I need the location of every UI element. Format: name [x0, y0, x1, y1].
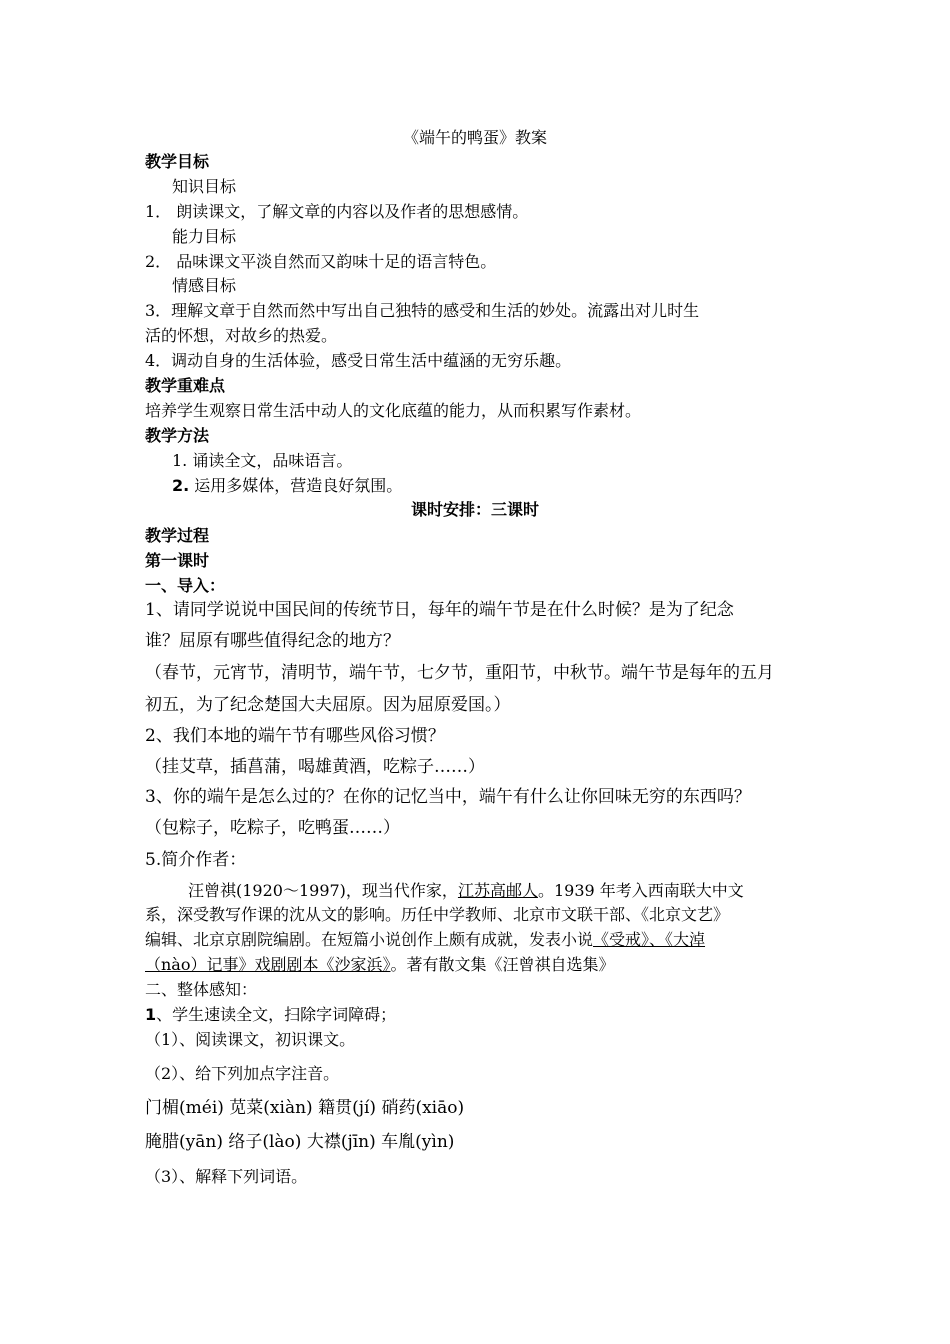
question-1-line-2: 谁？屈原有哪些值得纪念的地方？ — [145, 631, 400, 651]
schedule-heading: 课时安排：三课时 — [410, 500, 539, 519]
heading-teaching-process: 教学过程 — [145, 526, 210, 545]
sub-task-1: （1）、阅读课文，初识课文。 — [145, 1030, 356, 1049]
heading-introduction: 一、导入： — [145, 576, 226, 595]
answer-2: （挂艾草，插菖蒲，喝雄黄酒，吃粽子……） — [145, 757, 485, 777]
question-1-line-1: 1、请同学说说中国民间的传统节日，每年的端午节是在什么时候？是为了纪念 — [145, 600, 734, 620]
author-line-4 — [145, 955, 615, 975]
goal-item-3-line-1: 3．理解文章于自然而然中写出自己独特的感受和生活的妙处。流露出对儿时生 — [145, 301, 700, 320]
goal-item-4: 4．调动自身的生活体验，感受日常生活中蕴涵的无穷乐趣。 — [145, 351, 572, 370]
pinyin-line-2: 腌腊(yān) 络子(lào) 大襟(jīn) 车胤(yìn) — [145, 1132, 455, 1152]
author-works-part-2: （nào）记事》戏剧剧本《沙家浜》 — [145, 955, 391, 974]
goal-item-1: 1． 朗读课文，了解文章的内容以及作者的思想感情。 — [145, 202, 529, 221]
label-emotion-goals: 情感目标 — [172, 276, 237, 295]
label-knowledge-goals: 知识目标 — [172, 177, 237, 196]
key-points-text: 培养学生观察日常生活中动人的文化底蕴的能力，从而积累写作素材。 — [145, 401, 642, 420]
author-heading: 5.简介作者： — [145, 850, 247, 870]
answer-3: （包粽子，吃粽子，吃鸭蛋……） — [145, 818, 400, 838]
method-item-2-number: 2. — [172, 476, 190, 495]
author-line-1-start: 汪曾祺(1920～1997)，现当代作家， — [188, 881, 458, 900]
goal-item-2: 2． 品味课文平淡自然而又韵味十足的语言特色。 — [145, 252, 497, 271]
author-line-2: 系，深受教写作课的沈从文的影响。历任中学教师、北京市文联干部、《北京文艺》 — [145, 905, 730, 924]
method-item-2 — [172, 476, 402, 496]
document-title: 《端午的鸭蛋》教案 — [402, 128, 547, 147]
heading-teaching-methods: 教学方法 — [145, 426, 210, 445]
heading-lesson-1: 第一课时 — [145, 551, 210, 570]
reading-task-text: 、学生速读全文，扫除字词障碍； — [156, 1005, 397, 1024]
heading-key-points: 教学重难点 — [145, 376, 226, 395]
author-works-part-1: 《受戒》、《大淖 — [593, 930, 706, 949]
author-line-1 — [188, 881, 744, 901]
heading-teaching-goals: 教学目标 — [145, 152, 210, 171]
method-item-2-text: 运用多媒体，营造良好氛围。 — [189, 476, 403, 495]
answer-1-line-2: 初五，为了纪念楚国大夫屈原。因为屈原爱国。） — [145, 695, 511, 715]
pinyin-line-1: 门楣(méi) 苋菜(xiàn) 籍贯(jí) 硝药(xiāo) — [145, 1098, 465, 1118]
goal-item-3-line-2: 活的怀想，对故乡的热爱。 — [145, 326, 338, 345]
author-line-3-start: 编辑、北京京剧院编剧。在短篇小说创作上颇有成就，发表小说 — [145, 930, 594, 949]
answer-1-line-1: （春节，元宵节，清明节，端午节，七夕节，重阳节，中秋节。端午节是每年的五月 — [145, 663, 774, 683]
reading-task-number: 1 — [145, 1005, 157, 1024]
author-hometown: 江苏高邮人 — [457, 881, 538, 900]
method-item-1: 1. 诵读全文，品味语言。 — [172, 451, 353, 470]
author-line-1-end: 。1939 年考入西南联大中文 — [537, 881, 744, 900]
sub-task-3: （3）、解释下列词语。 — [145, 1167, 308, 1186]
label-ability-goals: 能力目标 — [172, 227, 237, 246]
heading-overall-perception: 二、整体感知： — [145, 980, 258, 999]
sub-task-2: （2）、给下列加点字注音。 — [145, 1064, 340, 1083]
author-line-3 — [145, 930, 705, 950]
author-line-4-end: 。著有散文集《汪曾祺自选集》 — [390, 955, 615, 974]
reading-task — [145, 1005, 396, 1025]
question-2: 2、我们本地的端午节有哪些风俗习惯？ — [145, 726, 445, 746]
question-3: 3、你的端午是怎么过的？在你的记忆当中，端午有什么让你回味无穷的东西吗？ — [145, 787, 751, 807]
